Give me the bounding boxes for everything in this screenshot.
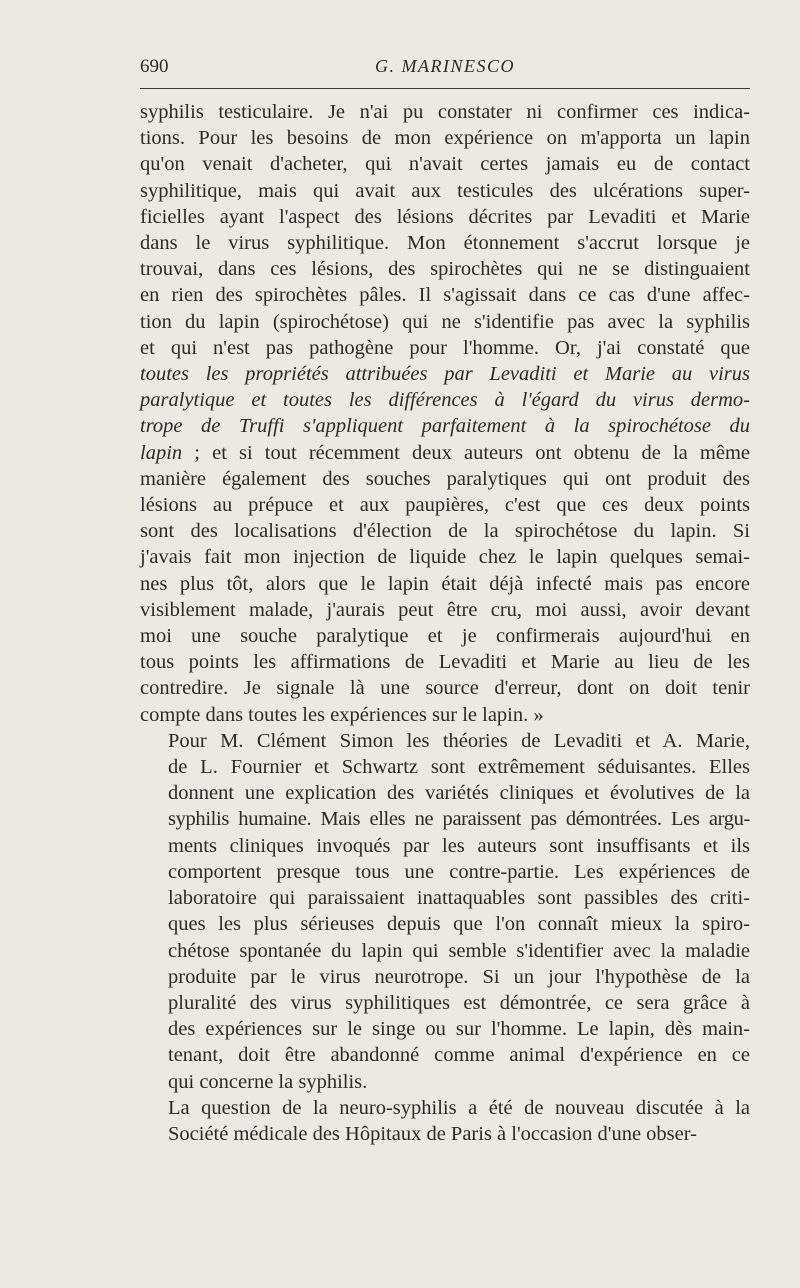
text-line [140, 1069, 750, 1095]
text-run: qu'on venait d'acheter, qui n'avait certes jamais eu de contact [140, 153, 750, 176]
text-line [140, 597, 750, 623]
text-run: contredire. Je signale là une source d'erreur, dont on doit tenir [140, 677, 750, 700]
text-line [140, 178, 750, 204]
text-run: nes plus tôt, alors que le lapin était déjà infecté mais pas encore [140, 572, 750, 595]
text-line [140, 885, 750, 911]
text-run: ; et si tout récemment deux auteurs ont obtenu de la même [182, 441, 750, 464]
text-run: sont des localisations d'élection de la spirochétose du lapin. Si [140, 520, 750, 543]
text-line [140, 204, 750, 230]
italic-text: toutes les propriétés attribuées par Levaditi et Marie au virus [140, 363, 750, 386]
text-line [140, 335, 750, 361]
text-run: donnent une explication des variétés cliniques et évolutives de la [168, 782, 750, 805]
italic-text: paralytique et toutes les différences à l'égard du virus dermo- [140, 389, 750, 412]
text-run: tous points les affirmations de Levaditi et Marie au lieu de les [140, 651, 750, 674]
text-run: trouvai, dans ces lésions, des spirochètes qui ne se distinguaient [140, 258, 750, 281]
paragraph [140, 728, 750, 1095]
text-line [140, 440, 750, 466]
text-line [140, 125, 750, 151]
text-run: chétose spontanée du lapin qui semble s'identifier avec la maladie [168, 939, 750, 962]
text-line [140, 780, 750, 806]
text-run: syphilis testiculaire. Je n'ai pu constater ni confirmer ces indica- [140, 101, 750, 123]
text-run: en rien des spirochètes pâles. Il s'agissait dans ce cas d'une affec- [140, 284, 750, 307]
paragraph [140, 99, 750, 728]
text-line [140, 806, 750, 832]
text-line [140, 544, 750, 570]
text-line [140, 990, 750, 1016]
text-run: tenant, doit être abandonné comme animal d'expérience en ce [168, 1044, 750, 1067]
text-line [140, 938, 750, 964]
text-line [140, 754, 750, 780]
text-run: laboratoire qui paraissaient inattaquables sont passibles des criti- [168, 887, 750, 910]
text-line [140, 361, 750, 387]
text-line [140, 911, 750, 937]
text-run: ficielles ayant l'aspect des lésions décrites par Levaditi et Marie [140, 205, 750, 228]
text-run: pluralité des virus syphilitiques est démontrée, ce sera grâce à [168, 991, 750, 1014]
paragraph [140, 1095, 750, 1147]
text-line [140, 728, 750, 754]
body-text [140, 99, 750, 1147]
text-run: qui concerne la syphilis. [168, 1070, 368, 1093]
text-run: Pour M. Clément Simon les théories de Levaditi et A. Marie, [168, 729, 750, 752]
text-line [140, 492, 750, 518]
text-line [140, 387, 750, 413]
text-line [140, 413, 750, 439]
text-line [140, 309, 750, 335]
text-run: La question de la neuro-syphilis a été de nouveau discutée à la [168, 1096, 750, 1119]
text-run: de L. Fournier et Schwartz sont extrêmement séduisantes. Elles [168, 756, 750, 779]
text-run: tion du lapin (spirochétose) qui ne s'identifie pas avec la syphilis [140, 310, 750, 333]
text-run: Société médicale des Hôpitaux de Paris à l'occasion d'une obser- [168, 1122, 697, 1145]
text-run: ments cliniques invoqués par les auteurs sont insuffisants et ils [168, 834, 750, 857]
text-line [140, 964, 750, 990]
text-line [140, 702, 750, 728]
text-run: comportent presque tous une contre-partie. Les expériences de [168, 860, 750, 883]
text-run: tions. Pour les besoins de mon expérience on m'apporta un lapin [140, 127, 750, 150]
text-line [140, 1042, 750, 1068]
text-line [140, 518, 750, 544]
italic-text: lapin [140, 441, 183, 464]
italic-text: trope de Truffi s'appliquent parfaitement à la spirochétose du [140, 415, 750, 438]
text-line [140, 571, 750, 597]
text-run: dans le virus syphilitique. Mon étonnement s'accrut lorsque je [140, 232, 750, 255]
page-number: 690 [140, 56, 169, 77]
text-line [140, 151, 750, 177]
text-line [140, 675, 750, 701]
text-run: syphilis humaine. Mais elles ne paraissent pas démontrées. Les argu- [168, 808, 750, 831]
text-run: moi une souche paralytique et je confirmerais aujourd'hui en [140, 625, 750, 648]
text-line [140, 623, 750, 649]
text-run: ques les plus sérieuses depuis que l'on connaît mieux la spiro- [168, 913, 750, 936]
header-rule [140, 88, 750, 89]
text-run: des expériences sur le singe ou sur l'homme. Le lapin, dès main- [168, 1018, 750, 1041]
text-run: lésions au prépuce et aux paupières, c'est que ces deux points [140, 494, 750, 517]
text-line [140, 1016, 750, 1042]
text-run: j'avais fait mon injection de liquide chez le lapin quelques semai- [140, 546, 750, 569]
text-run: compte dans toutes les expériences sur le lapin. » [140, 703, 544, 726]
running-head: G. MARINESCO [375, 56, 515, 76]
text-run: manière également des souches paralytiques qui ont produit des [140, 467, 750, 490]
text-line [140, 282, 750, 308]
text-line [140, 1121, 750, 1147]
text-line [140, 99, 750, 125]
page-header [140, 52, 750, 84]
text-line [140, 649, 750, 675]
text-run: visiblement malade, j'aurais peut être cru, moi aussi, avoir devant [140, 598, 750, 621]
text-run: produite par le virus neurotrope. Si un jour l'hypothèse de la [168, 965, 750, 988]
text-line [140, 230, 750, 256]
text-line [140, 859, 750, 885]
text-line [140, 256, 750, 282]
text-line [140, 833, 750, 859]
text-line [140, 1095, 750, 1121]
text-line [140, 466, 750, 492]
text-run: et qui n'est pas pathogène pour l'homme. Or, j'ai constaté que [140, 336, 750, 359]
text-run: syphilitique, mais qui avait aux testicules des ulcérations super- [140, 179, 750, 202]
